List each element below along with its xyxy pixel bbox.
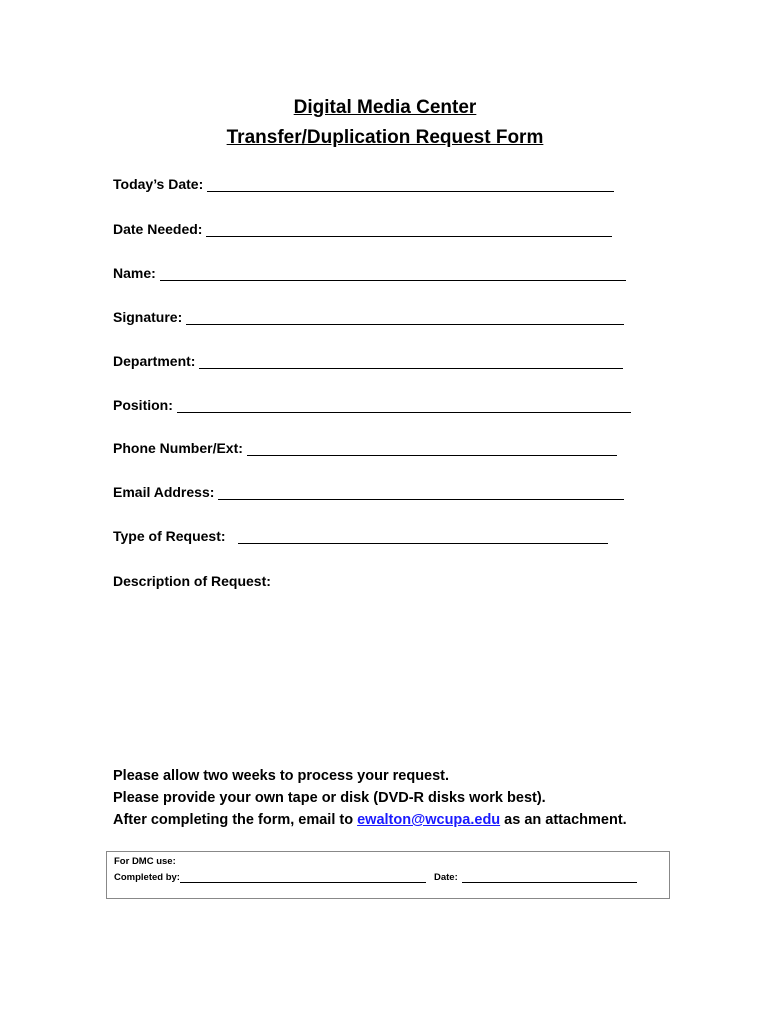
signature-field bbox=[113, 305, 624, 325]
instruction-line-3-end: as an attachment. bbox=[500, 812, 627, 828]
completed-by-input-line[interactable] bbox=[180, 872, 426, 883]
todays-date-label: Today’s Date: bbox=[113, 176, 204, 192]
email-field bbox=[113, 480, 624, 500]
date-needed-input-line[interactable] bbox=[206, 222, 612, 237]
description-field bbox=[113, 569, 271, 589]
date-needed-label: Date Needed: bbox=[113, 221, 203, 237]
department-label: Department: bbox=[113, 353, 196, 369]
department-input-line[interactable] bbox=[199, 354, 623, 369]
signature-label: Signature: bbox=[113, 309, 183, 325]
todays-date-input-line[interactable] bbox=[207, 177, 614, 192]
date-needed-field bbox=[113, 217, 612, 237]
name-label: Name: bbox=[113, 265, 156, 281]
instructions bbox=[113, 765, 653, 831]
instruction-line-3-text: After completing the form, email to bbox=[113, 812, 358, 828]
position-input-line[interactable] bbox=[177, 398, 631, 413]
instruction-line-1: Please allow two weeks to process your request. bbox=[113, 768, 450, 784]
form-title-line1: Digital Media Center bbox=[293, 97, 477, 118]
instruction-line-2: Please provide your own tape or disk (DVD-R disks work best). bbox=[113, 790, 546, 806]
name-field bbox=[113, 261, 626, 281]
email-input-line[interactable] bbox=[218, 485, 624, 500]
description-label: Description of Request: bbox=[113, 573, 271, 589]
dmc-date-input-line[interactable] bbox=[462, 872, 637, 883]
type-of-request-label: Type of Request: bbox=[113, 528, 226, 544]
signature-input-line[interactable] bbox=[186, 310, 624, 325]
email-link[interactable]: ewalton@wcupa.edu bbox=[357, 812, 501, 828]
name-input-line[interactable] bbox=[160, 266, 626, 281]
type-of-request-input-line[interactable] bbox=[238, 529, 608, 544]
completed-by-label: Completed by: bbox=[114, 872, 180, 883]
dmc-use-box bbox=[106, 851, 670, 899]
position-field bbox=[113, 393, 631, 413]
form-title-line2: Transfer/Duplication Request Form bbox=[226, 127, 544, 148]
phone-input-line[interactable] bbox=[247, 441, 617, 456]
type-of-request-field bbox=[113, 524, 608, 544]
todays-date-field bbox=[113, 172, 614, 192]
dmc-use-row bbox=[114, 872, 637, 883]
dmc-use-heading: For DMC use: bbox=[114, 856, 176, 867]
dmc-date-label: Date: bbox=[433, 872, 458, 883]
position-label: Position: bbox=[113, 397, 173, 413]
phone-label: Phone Number/Ext: bbox=[113, 440, 243, 456]
email-label: Email Address: bbox=[113, 484, 215, 500]
phone-field bbox=[113, 436, 617, 456]
instruction-line-3 bbox=[113, 809, 653, 831]
department-field bbox=[113, 349, 623, 369]
